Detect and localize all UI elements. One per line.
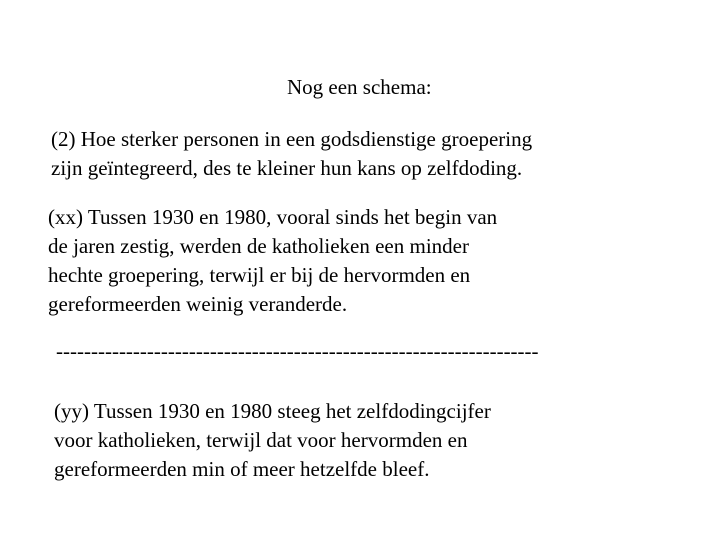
dashed-divider: --------------------------------------------------------------------- xyxy=(56,339,539,363)
hypothesis-2-line: zijn geïntegreerd, des te kleiner hun kans op zelfdoding. xyxy=(51,156,523,180)
statement-xx-line: (xx) Tussen 1930 en 1980, vooral sinds het begin van xyxy=(48,205,498,229)
statement-yy-line: gereformeerden min of meer hetzelfde bleef. xyxy=(54,457,430,481)
statement-xx-line: hechte groepering, terwijl er bij de hervormden en xyxy=(48,263,471,287)
statement-yy-line: (yy) Tussen 1930 en 1980 steeg het zelfdodingcijfer xyxy=(54,399,491,423)
slide-title: Nog een schema: xyxy=(287,75,432,99)
statement-yy xyxy=(54,397,491,484)
hypothesis-2-line: (2) Hoe sterker personen in een godsdienstige groepering xyxy=(51,127,533,151)
statement-xx-line: de jaren zestig, werden de katholieken een minder xyxy=(48,234,469,258)
statement-xx-line: gereformeerden weinig veranderde. xyxy=(48,292,348,316)
hypothesis-2 xyxy=(51,125,532,183)
statement-yy-line: voor katholieken, terwijl dat voor hervormden en xyxy=(54,428,468,452)
statement-xx xyxy=(48,203,497,319)
